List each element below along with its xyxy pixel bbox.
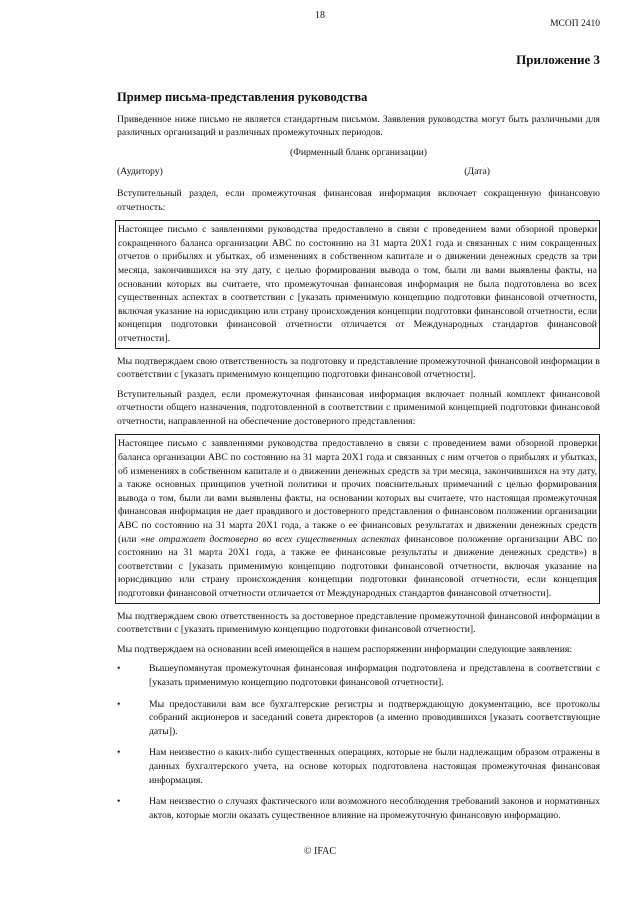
- section2-intro: Вступительный раздел, если промежуточная финансовая информация включает полный комплект финансовой отчетности общего назначения, подготовленной в соответствии с применимой концепцией подготовки финансовой отчетности, направленной на обеспечение достоверного представления:: [117, 388, 600, 427]
- statements-intro: Мы подтверждаем на основании всей имеющейся в нашем распоряжении информации следующие заявления:: [117, 643, 573, 655]
- statements-list: [117, 662, 600, 822]
- date-placeholder: (Дата): [464, 166, 490, 178]
- section1-letter-box: [115, 220, 600, 348]
- section2-letter-box: [115, 434, 600, 603]
- list-item: • Нам неизвестно о каких-либо существенных операциях, которые не были надлежащим образом отражены в данных бухгалтерского учета, на основе которых подготовлена настоящая промежуточная финансовая информация.: [117, 747, 600, 786]
- section2-letter-part1: Настоящее письмо с заявлениями руководства предоставлено в связи с проведением вами обзорной проверки баланса организации ABC по состоянию на 31 марта 20X1 года и связанных с ним отчетов о прибылях и убытках, об изменениях в собственном капитале и о движении денежных средств за три месяца, закончившихся на эту дату, а также основных принципов учетной политики и прочих пояснительных примечаний с целью формирования вывода о том, были ли вами выявлены факты, на основании которых вы считаете, что настоящая промежуточная финансовая информация не дает правдивого и достоверного представления о финансовом положении организации ABC по состоянию на 31 марта 20X1 года, а также о ее финансовых результатах и движении денежных средств (или «: [118, 438, 597, 545]
- page-number: 18: [315, 10, 325, 21]
- list-item: • Мы предоставили вам все бухгалтерские регистры и подтверждающую документацию, все протоколы собраний акционеров и заседаний совета директоров (а именно проводившихся [указать соответствующие даты]).: [117, 698, 600, 737]
- auditor-placeholder: (Аудитору): [117, 166, 163, 178]
- bullet-icon: •: [117, 698, 121, 710]
- intro-paragraph: Приведенное ниже письмо не является стандартным письмом. Заявления руководства могут быть различными для различных организаций и различных промежуточных периодов.: [117, 113, 600, 139]
- page-title: Пример письма-представления руководства: [117, 90, 368, 104]
- copyright-footer: © IFAC: [303, 846, 337, 857]
- bullet-icon: •: [117, 796, 121, 808]
- letterhead-placeholder: (Фирменный бланк организации): [289, 146, 428, 158]
- section1-intro: Вступительный раздел, если промежуточная финансовая информация включает сокращенную финансовую отчетность:: [117, 187, 600, 213]
- document-body: [117, 84, 600, 830]
- list-item: • Нам неизвестно о случаях фактического или возможного несоблюдения требований законов и нормативных актов, которые могли оказать существенное влияние на промежуточную финансовую информацию.: [117, 796, 600, 821]
- list-item: • Вышеупомянутая промежуточная финансовая информация подготовлена и представлена в соответствии с [указать применимую концепцию подготовки финансовой отчетности].: [117, 663, 600, 688]
- section1-responsibility: Мы подтверждаем свою ответственность за подготовку и представление промежуточной финансовой информации в соответствии с [указать применимую концепцию подготовки финансовой отчетности].: [117, 355, 600, 381]
- section2-responsibility: Мы подтверждаем свою ответственность за достоверное представление промежуточной финансовой информации в соответствии с [указать применимую концепцию подготовки финансовой отчетности].: [117, 610, 600, 636]
- bullet-icon: •: [117, 747, 121, 759]
- section2-letter: [118, 437, 597, 600]
- bullet-icon: •: [117, 663, 121, 675]
- standard-code: МСОП 2410: [550, 19, 600, 29]
- appendix-heading: Приложение 3: [516, 52, 600, 67]
- section1-letter: Настоящее письмо с заявлениями руководства предоставлено в связи с проведением вами обзорной проверки сокращенного баланса организации ABC по состоянию на 31 марта 20X1 года и связанных с ним сокращенных отчетов о прибылях и убытках, об изменениях в собственном капитале и о движении денежных средств за три месяца, закончившихся на эту дату, с целью формирования вывода о том, были ли вами выявлены факты, на основании которых вы считаете, что промежуточная финансовая информация не была подготовлена во всех существенных аспектах в соответствии с [указать применимую концепцию подготовки финансовой отчетности, включая указание на юрисдикцию или страну происхождения концепции подготовки финансовой отчетности, если концепция подготовки финансовой отчетности отличается от Международных стандартов финансовой отчетности].: [118, 224, 597, 344]
- section2-letter-italic: не отражает достоверно во всех существенных аспектах: [145, 533, 401, 545]
- addressee-row: [117, 165, 600, 179]
- section2-letter-part2: финансовое положение организации ABC по состоянию на 31 марта 20X1 года, а также ее финансовые результаты и движение денежных средств») в соответствии с [указать применимую концепцию подготовки финансовой отчетности, включая указание на юрисдикцию или страну происхождения концепции подготовки финансовой отчетности, если концепция подготовки финансовой отчетности отличается от Международных стандартов финансовой отчетности].: [118, 533, 597, 599]
